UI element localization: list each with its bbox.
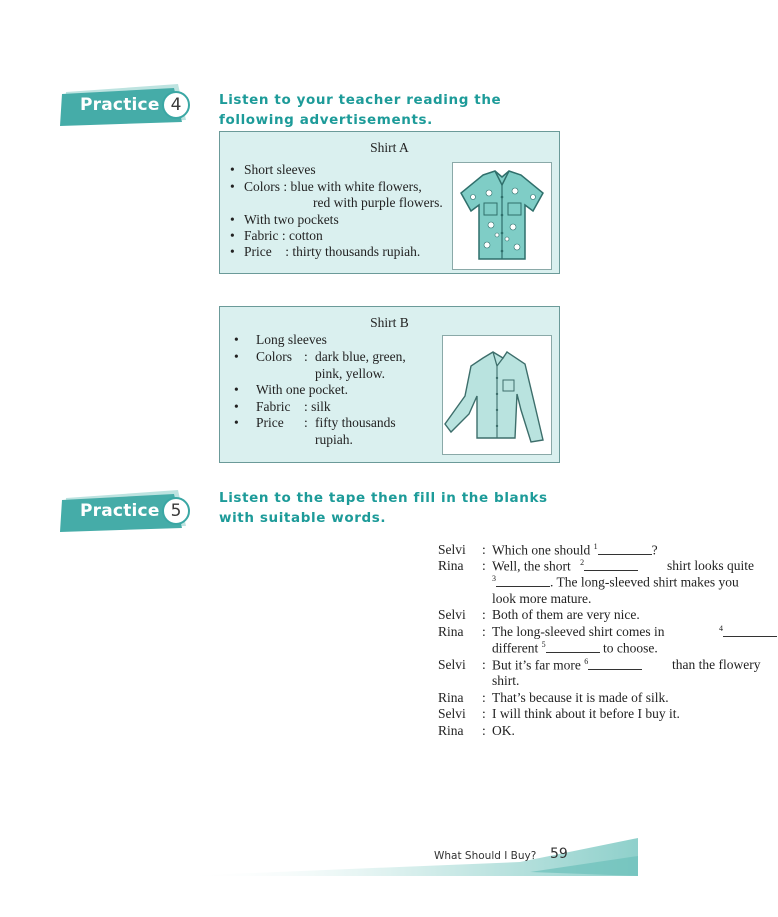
shirt-a-image — [452, 162, 552, 270]
blank-number: 1 — [593, 542, 598, 551]
blank-number: 6 — [584, 657, 589, 666]
page-number: 59 — [550, 846, 568, 862]
dialogue-line: shirt. — [492, 673, 520, 688]
colon: : — [482, 706, 486, 721]
dialogue-line: OK. — [492, 723, 515, 738]
dialogue-line: $^3$ . The long-sleeved shirt makes you — [492, 574, 739, 590]
speaker-name: Selvi — [438, 706, 466, 721]
blank-number: 3 — [492, 574, 496, 583]
practice-label: Practice — [80, 95, 160, 115]
shirt-b-item: • Fabric — [234, 399, 291, 414]
speaker-name: Rina — [438, 723, 464, 738]
speaker-name: Rina — [438, 558, 464, 573]
blank-5[interactable] — [546, 642, 600, 653]
practice-4-badge — [58, 80, 188, 134]
shirt-b-item: • Long sleeves — [234, 332, 327, 347]
blank-6[interactable] — [588, 659, 642, 670]
shirt-b-item: • With one pocket. — [234, 382, 349, 397]
blank-3[interactable] — [496, 576, 550, 587]
shirt-b-colon: : — [304, 349, 308, 364]
colon: : — [482, 690, 486, 705]
practice-number: 4 — [170, 95, 182, 115]
shirt-a-ad — [219, 131, 560, 274]
dialogue-line: different $^5$ to choose. — [492, 640, 658, 656]
dialogue-line: But it’s far more $^6$ — [492, 657, 642, 674]
shirt-b-image — [442, 335, 552, 455]
speaker-name: Selvi — [438, 607, 466, 622]
shirt-b-item: • Price — [234, 415, 284, 430]
shirt-b-value: pink, yellow. — [315, 366, 385, 381]
shirt-a-item: • With two pockets — [230, 212, 339, 227]
dialogue-line: The long-sleeved shirt comes in — [492, 624, 665, 639]
shirt-a-title: Shirt A — [370, 140, 409, 155]
long-sleeve-shirt-icon — [443, 336, 551, 454]
colon: : — [482, 542, 486, 557]
dialogue-line: than the flowery — [672, 657, 761, 672]
dialogue-line: Well, the short $^2$ — [492, 558, 778, 575]
speaker-name: Rina — [438, 624, 464, 639]
shirt-a-item-cont: red with purple flowers. — [313, 195, 443, 210]
speaker-name: Rina — [438, 690, 464, 705]
colon: : — [482, 558, 486, 573]
dialogue-line: Both of them are very nice. — [492, 607, 640, 622]
shirt-a-item: • Fabric : cotton — [230, 228, 323, 243]
shirt-b-title: Shirt B — [370, 315, 409, 330]
colon: : — [482, 723, 486, 738]
shirt-b-ad — [219, 306, 560, 463]
shirt-b-value: dark blue, green, — [315, 349, 406, 364]
shirt-b-colon: : — [304, 415, 308, 430]
blank-number: 2 — [580, 558, 585, 567]
colon: : — [482, 607, 486, 622]
practice-label: Practice — [80, 501, 160, 521]
footer-band — [0, 832, 638, 876]
practice-number: 5 — [170, 501, 182, 521]
blank-number: 4 — [719, 624, 723, 633]
short-sleeve-flowery-shirt-icon — [453, 163, 551, 269]
speaker-name: Selvi — [438, 542, 466, 557]
dialogue-line: I will think about it before I buy it. — [492, 706, 680, 721]
shirt-b-item: • Colors — [234, 349, 293, 364]
shirt-a-item: • Short sleeves — [230, 162, 316, 177]
shirt-b-value: fifty thousands — [315, 415, 396, 430]
practice-5-badge — [58, 486, 188, 540]
blank-1[interactable] — [598, 544, 652, 555]
blank-4[interactable] — [723, 626, 777, 637]
blank-2[interactable] — [584, 560, 638, 571]
colon: : — [482, 657, 486, 672]
dialogue-line: look more mature. — [492, 591, 592, 606]
dialogue-line: Which one should $^1$ ? — [492, 542, 658, 558]
shirt-a-item: • Price : thirty thousands rupiah. — [230, 244, 421, 259]
speaker-name: Selvi — [438, 657, 466, 672]
shirt-a-item: • Colors : blue with white flowers, — [230, 179, 422, 194]
colon: : — [482, 624, 486, 639]
blank-number: 5 — [541, 640, 546, 649]
practice-4-instruction: Listen to your teacher reading the following advertisements. — [219, 92, 502, 128]
shirt-b-value: rupiah. — [315, 432, 353, 447]
dialogue-line: That’s because it is made of silk. — [492, 690, 669, 705]
practice-5-instruction: Listen to the tape then fill in the blanks with suitable words. — [219, 490, 548, 526]
chapter-title: What Should I Buy? — [434, 850, 537, 862]
shirt-b-value: : silk — [304, 399, 331, 414]
dialogue-line: shirt looks quite — [667, 558, 754, 573]
dialogue-line — [719, 624, 777, 641]
